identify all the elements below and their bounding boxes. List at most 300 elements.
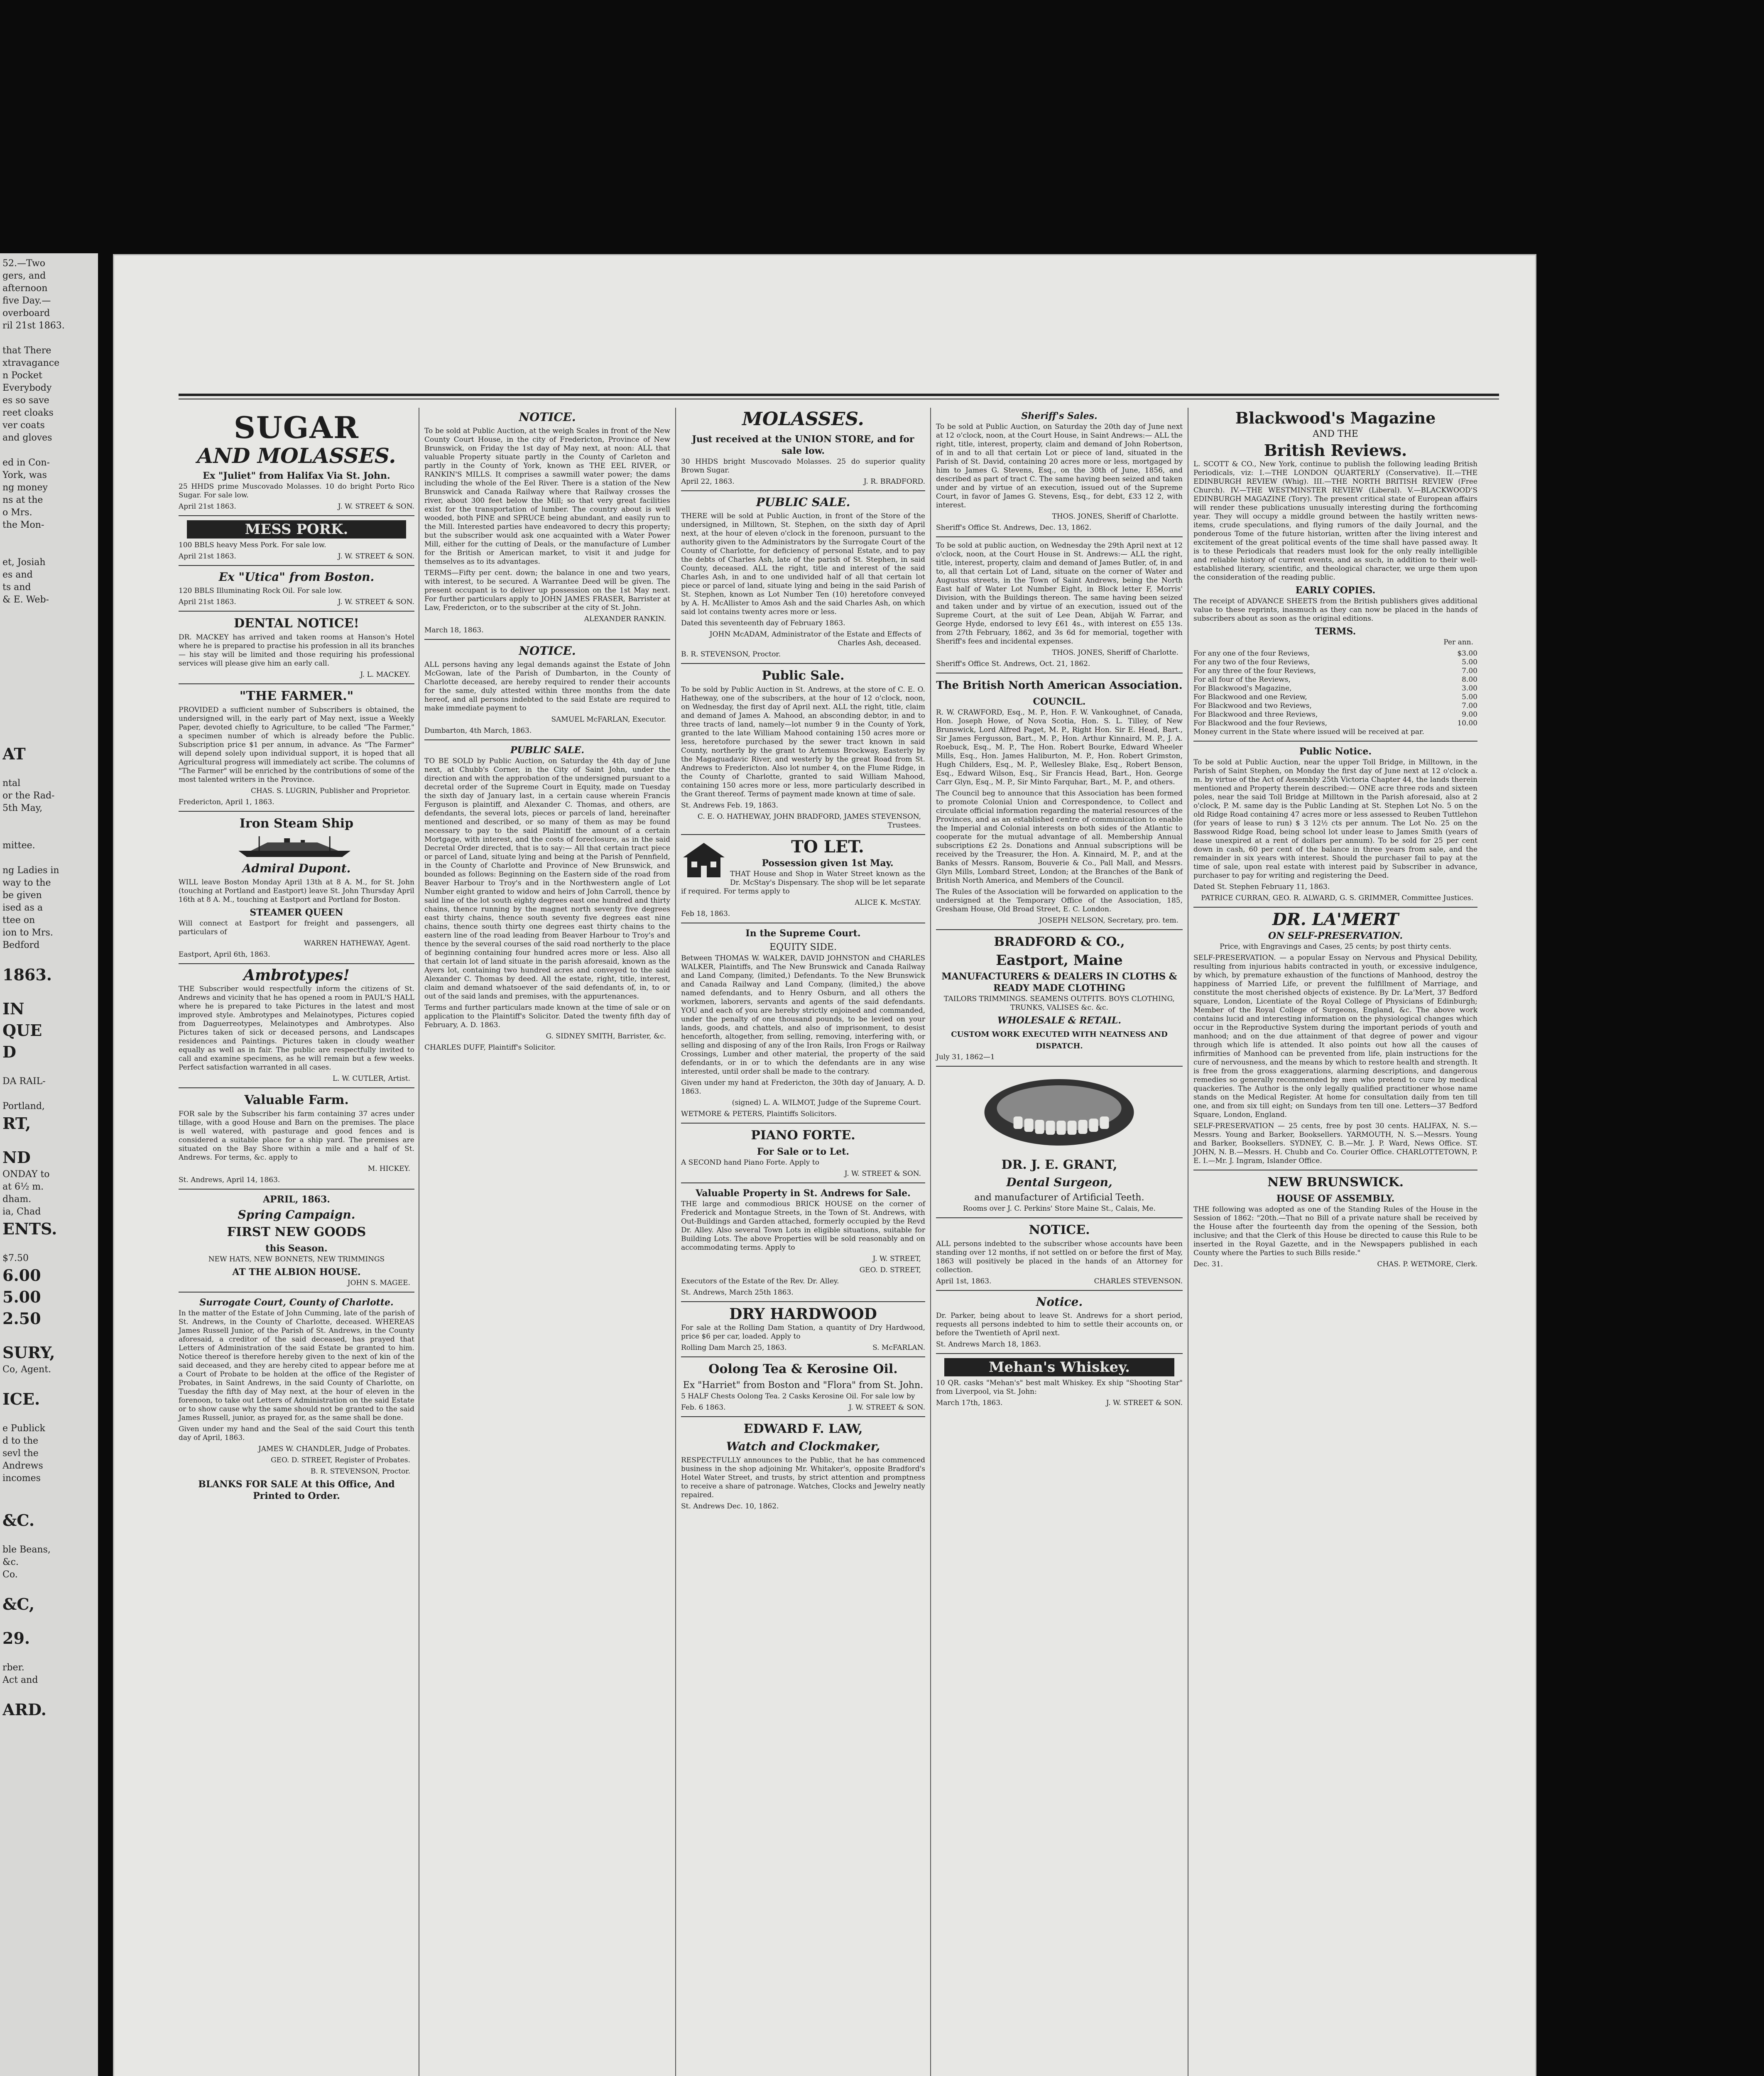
terms-price: 9.00	[1462, 710, 1477, 719]
surrogate-signature-judge: JAMES W. CHANDLER, Judge of Probates.	[258, 1445, 410, 1453]
terms-row	[1193, 676, 1477, 684]
sheriffs-sale2-date: Sheriff's Office St. Andrews, Oct. 21, 1862.	[936, 660, 1090, 668]
strip-line	[2, 718, 98, 731]
strip-line: &C.	[2, 1511, 35, 1530]
column-rule	[930, 408, 931, 2076]
strip-line	[2, 544, 98, 556]
grant-body: Rooms over J. C. Perkins' Store Maine St., Calais, Me.	[963, 1204, 1156, 1213]
strip-line: ia, Chad	[2, 1207, 41, 1217]
strip-line: Co, Agent.	[2, 1364, 51, 1375]
strip-line: ttee on	[2, 915, 35, 925]
sheriffs-sales-title: Sheriff's Sales.	[1021, 411, 1098, 421]
steamer-queen-date: Eastport, April 6th, 1863.	[179, 950, 270, 959]
dental-notice-signature: J. L. MACKEY.	[360, 671, 410, 679]
strip-line: incomes	[2, 1473, 41, 1484]
strip-line: 29.	[2, 1629, 30, 1648]
albion-signature: JOHN S. MAGEE.	[347, 1279, 410, 1287]
public-notice-title: Public Notice.	[1299, 746, 1372, 757]
pork-signature: J. W. STREET & SON.	[338, 552, 414, 561]
nb-date: Dec. 31.	[1193, 1260, 1223, 1268]
header-rule	[179, 394, 1499, 396]
strip-line	[2, 693, 98, 706]
strip-line: 5th May,	[2, 803, 43, 813]
strip-line: ARD.	[2, 1700, 47, 1719]
oolong-subtitle: Ex "Harriet" from Boston and "Flora" from St. John.	[683, 1380, 924, 1391]
whiskey-date: March 17th, 1863.	[936, 1399, 1003, 1407]
strip-line	[2, 531, 98, 544]
notice-body: ALL persons indebted to the subscriber whose accounts have been standing over 12 months, if not settled on or before the first of May, 1863 will positively be placed in the hands of an Attorney for collection.	[936, 1240, 1183, 1274]
strip-line: e Publick	[2, 1423, 45, 1434]
notice-title: NOTICE.	[1029, 1223, 1090, 1237]
molasses-signature: J. R. BRADFORD.	[863, 477, 925, 486]
surrogate-body: In the matter of the Estate of John Cumming, late of the parish of St. Andrews, in the County of Charlotte, deceased. WHEREAS James Russell Junior, of the Parish of St. Andrews, in the County aforesaid, a creditor of the said deceased, has prayed that Letters of Administration of the said Estate be granted to him. Notice thereof is therefore hereby given to the next of kin of the said deceased, and they are hereby cited to appear before me at a Court of Probate to be holden at the office of the Register of Probates, in Saint Andrews, in the said County of Charlotte, on Tuesday the fifth day of May next, at the hour of eleven in the forenoon, to take out Letters of Administration on the said Estate or to show cause why the same should not be granted to the said James Russell, junior, as prayed for, as the same shall be done.	[179, 1309, 414, 1422]
strip-line: mittee.	[2, 840, 35, 851]
strip-line: ONDAY to	[2, 1169, 50, 1180]
strip-line: afternoon	[2, 283, 48, 294]
first-new-goods: FIRST NEW GOODS	[227, 1225, 366, 1239]
bradford-title: BRADFORD & CO.,	[994, 935, 1125, 949]
terms-price: 8.00	[1462, 676, 1477, 684]
public-sale-title: PUBLIC SALE.	[756, 495, 850, 509]
strip-line: ND	[2, 1148, 31, 1167]
lamert-price: Price, with Engravings and Cases, 25 cents; by post thirty cents.	[1220, 943, 1451, 951]
albion-house: AT THE ALBION HOUSE.	[232, 1267, 361, 1278]
terms-item: For Blackwood and one Review,	[1193, 693, 1307, 701]
public-sale2-body: To be sold by Public Auction in St. Andrews, at the store of C. E. O. Hatheway, one of the subscribers, at the hour of 12 o'clock, noon, on Wednesday, the first day of April next. ALL the right, title, claim and demand of James A. Mahood, an absconding debtor, in and to three tracts of land, namely—lot number 9 in the County of York, granted to the late William Mahood containing 150 acres more or less, heretofore purchased by the sewer tract known in said County, northerly by the grant to Artemus Brockway, Easterly by the Magaguadavic River, and westerly by the great Road from St. Andrews to Fredericton. Also lot number 4, on the Flume Ridge, in the County of Charlotte, granted to said William Mahood, containing 150 acres more or less, more particularly described in the Grant thereof. Terms of payment made known at time of sale.	[681, 685, 925, 798]
strip-line: &C,	[2, 1595, 35, 1613]
grant-subtitle: Dental Surgeon,	[1006, 1175, 1112, 1189]
strip-line: Act and	[2, 1675, 38, 1685]
terms-row	[1193, 710, 1477, 719]
supreme-court-signature: (signed) L. A. WILMOT, Judge of the Supreme Court.	[732, 1099, 921, 1107]
public-sale-terms: Terms and further particulars made known at the time of sale or on application to the Plaintiff's Solicitor. Dated the twenty fifth day of February, A. D. 1863.	[424, 1004, 670, 1029]
notice-signature: CHARLES STEVENSON.	[1094, 1277, 1183, 1285]
bna-body: The Council beg to announce that this Association has been formed to promote Colonial Union and Correspondence, to Collect and circulate official information regarding the material resources of the Provinces, and as an established centre of communication to enable the Imperial and Colonial interests on both sides of the Atlantic to cooperate for the mutual advantage of all. Membership Annual subscriptions £2 2s. Donations and Annual subscriptions will be received by the Treasurer, the Hon. A. Kinnaird, M. P., and at the Banks of Messrs. Ransom, Bouverie & Co., Pall Mall, and Messrs. Glyn Mills, Lombard Street, London; at the Branches of the Bank of British North America, and Members of the Council.	[936, 789, 1183, 885]
utica-date: April 21st 1863.	[179, 598, 236, 606]
strip-line	[2, 1240, 98, 1252]
column-3	[678, 408, 929, 2076]
column-1	[175, 408, 418, 2076]
parker-notice-date: St. Andrews March 18, 1863.	[936, 1340, 1041, 1349]
strip-line	[2, 1581, 98, 1594]
strip-line: o Mrs.	[2, 507, 32, 518]
strip-line	[2, 1497, 98, 1510]
public-sale-proctor: B. R. STEVENSON, Proctor.	[681, 650, 781, 659]
dental-notice-body: DR. MACKEY has arrived and taken rooms at Hanson's Hotel where he is prepared to practise his profession in all its branches — his stay will be limited and those requiring his professional services will please give him an early call.	[179, 633, 414, 668]
strip-line	[2, 827, 98, 840]
strip-line	[2, 986, 98, 998]
nb-signature: CHAS. P. WETMORE, Clerk.	[1377, 1260, 1477, 1268]
strip-line	[2, 656, 98, 668]
terms-price: 10.00	[1457, 719, 1477, 727]
to-let-title: TO LET.	[791, 837, 864, 857]
strip-line	[2, 631, 98, 644]
early-copies-body: The receipt of ADVANCE SHEETS from the British publishers gives additional value to these reprints, inasmuch as they can now be placed in the hands of subscribers about as soon as the original editions.	[1193, 597, 1477, 623]
valuable-farm-date: St. Andrews, April 14, 1863.	[179, 1176, 280, 1184]
strip-line	[2, 332, 98, 345]
utica-body: 120 BBLS Illuminating Rock Oil. For sale low.	[179, 587, 342, 595]
pork-body: 100 BBLS heavy Mess Pork. For sale low.	[179, 541, 326, 549]
piano-signature: J. W. STREET & SON.	[844, 1170, 921, 1178]
strip-line: n Pocket	[2, 370, 42, 381]
parker-notice-title: Notice.	[1036, 1295, 1083, 1309]
custom-work: CUSTOM WORK EXECUTED WITH NEATNESS AND DISPATCH.	[951, 1030, 1168, 1050]
strip-line: gers, and	[2, 271, 46, 281]
nb-subtitle: HOUSE OF ASSEMBLY.	[1276, 1193, 1395, 1204]
public-notice-date: Dated St. Stephen February 11, 1863.	[1193, 883, 1330, 891]
sheriffs-sale2-body: To be sold at public auction, on Wednesday the 29th April next at 12 o'clock, noon, at the Court House in St. Andrews:— ALL the right, title, interest, property, claim and demand of James Butler, of, in and to, all that certain Lot of Land, situate on the corner of Water and Augustus streets, in the Town of Saint Andrews, being the North East half of Water Lot Number Eight, in Block letter F, Morris' Division, with the Buildings thereon. The same having been seized and taken under and by virtue of an execution, issued out of the Supreme Court, at the suit of Lee Dean, Abijah W. Farrar, and George Hyde, endorsed to levy £61 4s., with interest on £55 13s. from 27th February, 1862, and 3s 6d for memorial, together with Sheriff's fees and incidental expenses.	[936, 541, 1183, 646]
oolong-body: 5 HALF Chests Oolong Tea. 2 Casks Kerosine Oil. For sale low by	[681, 1392, 915, 1400]
strip-line: ised as a	[2, 903, 43, 913]
strip-line: ion to Mrs.	[2, 928, 53, 938]
utica-title: Ex "Utica" from Boston.	[218, 570, 375, 584]
bradford-date: July 31, 1862—1	[936, 1053, 995, 1061]
this-season: this Season.	[265, 1243, 328, 1254]
public-sale2-title: Public Sale.	[762, 668, 845, 683]
piano-subtitle: For Sale or to Let.	[757, 1146, 850, 1157]
april-title: APRIL, 1863.	[263, 1194, 330, 1205]
terms-item: For Blackwood and two Reviews,	[1193, 702, 1312, 710]
bna-association-title: The British North American Association.	[936, 679, 1183, 692]
oolong-date: Feb. 6 1863.	[681, 1403, 726, 1412]
strip-line: RT,	[2, 1114, 31, 1133]
valuable-property-executors: Executors of the Estate of the Rev. Dr. Alley.	[681, 1277, 839, 1285]
strip-line: overboard	[2, 308, 50, 318]
terms-item: For Blackwood's Magazine,	[1193, 684, 1292, 693]
notice2-title: NOTICE.	[519, 644, 576, 658]
new-hats: NEW HATS, NEW BONNETS, NEW TRIMMINGS	[208, 1255, 385, 1263]
blackwoods-title: Blackwood's Magazine	[1235, 409, 1436, 427]
strip-line: AT	[2, 744, 26, 763]
edward-law-date: St. Andrews Dec. 10, 1862.	[681, 1502, 779, 1510]
column-4	[933, 408, 1186, 2076]
whiskey-title: Mehan's Whiskey.	[944, 1358, 1174, 1376]
strip-line: and gloves	[2, 433, 52, 443]
column-2	[421, 408, 674, 2076]
edward-law-body: RESPECTFULLY announces to the Public, that he has commenced business in the shop adjoining Mr. Whitaker's, opposite Bradford's Hotel Water Street, and trusts, by strict attention and promptness to receive a share of patronage. Watches, Clocks and Jewelry neatly repaired.	[681, 1456, 925, 1499]
strip-line: SURY,	[2, 1343, 55, 1362]
blackwoods-and: AND THE	[1313, 429, 1358, 439]
terms-item: For all four of the Reviews,	[1193, 676, 1291, 684]
strip-line: at 6½ m.	[2, 1182, 44, 1192]
strip-line	[2, 1410, 98, 1422]
strip-line: ed in Con-	[2, 458, 50, 468]
terms-item: For Blackwood and the four Reviews,	[1193, 719, 1328, 727]
strip-line: rber.	[2, 1662, 24, 1673]
dry-hardwood-signature: S. McFARLAN.	[872, 1344, 925, 1352]
molasses-subtitle: Just received at the UNION STORE, and for sale low.	[692, 434, 914, 456]
public-notice-signature: PATRICE CURRAN, GEO. R. ALWARD, G. S. GRIMMER, Committee Justices.	[1201, 894, 1473, 902]
to-let-body: THAT House and Shop in Water Street known as the Dr. McStay's Dispensary. The shop will be let separate if required. For terms apply to	[681, 870, 925, 896]
valuable-property-body: THE large and commodious BRICK HOUSE on the corner of Frederick and Montague Streets, in the Town of St. Andrews, with Out-Buildings and Garden attached, formerly occupied by the Revd Dr. Alley. Also several Town Lots in eligible situations, suitable for Building Lots. The above Properties will be sold reasonably and on accommodating terms. Apply to	[681, 1200, 925, 1252]
sheriffs-sale-body: To be sold at Public Auction, on Saturday the 20th day of June next at 12 o'clock, noon, at the Court House, in Saint Andrews:— ALL the right, title, interest, property, claim and demand of John Robertson, of in and to all that certain Lot or piece of land, situated in the Parish of St. David, containing 20 acres more or less, mortgaged by him to James G. Stevens, Esq., on the 30th of June, 1856, and described as part of tract C. The same having been seized and taken under and by virtue of an execution, issued out of the Supreme Court, in favor of James G. Stevens, Esq., for debt, £33 12 2, with interest.	[936, 423, 1183, 509]
notice-title: NOTICE.	[519, 410, 576, 424]
surrogate-signature-register: GEO. D. STREET, Register of Probates.	[271, 1456, 410, 1464]
blackwoods-body: L. SCOTT & CO., New York, continue to publish the following leading British Periodicals, viz: I.—THE LONDON QUARTERLY (Conservative). II.—THE EDINBURGH REVIEW (Whig). III.—THE NORTH BRITISH REVIEW (Free Church). IV.—THE WESTMINSTER REVIEW (Liberal). V.—BLACKWOOD'S EDINBURGH MAGAZINE (Tory). The present critical state of European affairs will render these publications unusually interesting during the forthcoming year. They will occupy a middle ground between the hastily written news-items, crude speculations, and flying rumors of the daily Journal, and the ponderous Tome of the future historian, written after the living interest and excitement of the great political events of the time shall have passed away. It is to these Periodicals that readers must look for the only really intelligible and reliable history of current events, and as such, in addition to their well-established literary, scientific, and theological character, we urge them upon the consideration of the reading public.	[1193, 460, 1477, 582]
pork-date: April 21st 1863.	[179, 552, 236, 561]
notice2-body: ALL persons having any legal demands against the Estate of John McGowan, late of the Parish of Dumbarton, in the County of Charlotte deceased, are hereby required to render their accounts for the same, duly attested within three months from the date hereof, and all persons indebted to the said Estate are required to make immediate payment to	[424, 661, 670, 712]
public-sale-signature-solicitor: CHARLES DUFF, Plaintiff's Solicitor.	[424, 1043, 556, 1052]
strip-line: or the Rad-	[2, 791, 55, 801]
strip-line: ns at the	[2, 495, 43, 505]
whiskey-body: 10 QR. casks "Mehan's" best malt Whiskey. Ex ship "Shooting Star" from Liverpool, via St. John:	[936, 1379, 1183, 1396]
ambrotypes-title: Ambrotypes!	[243, 967, 350, 984]
strip-line: ntal	[2, 778, 21, 788]
sugar-subtitle: Ex "Juliet" from Halifax Via St. John.	[203, 470, 390, 481]
strip-line	[2, 606, 98, 619]
terms-money: Money current in the State where issued will be received at par.	[1193, 728, 1424, 736]
steamship-icon	[202, 834, 391, 859]
dry-hardwood-body: For sale at the Rolling Dam Station, a quantity of Dry Hardwood, price $6 per car, loaded. Apply to	[681, 1324, 925, 1341]
farmer-body: PROVIDED a sufficient number of Subscribers is obtained, the undersigned will, in the early part of May next, issue a Weekly Paper, devoted chiefly to Agriculture, to be called "The Farmer," a specimen number of which is already before the Public. Subscription price $1 per annum, in advance. As "The Farmer" will depend solely upon individual support, it is hoped that all Agricultural progress will immediately act scribe. The columns of "The Farmer" will be enriched by the contributions of some of the most talented writers in the Province.	[179, 706, 414, 784]
lamert-body: SELF-PRESERVATION. — a popular Essay on Nervous and Physical Debility, resulting from injurious habits contracted in youth, or excessive indulgence, by which, by premature exhaustion of the functions of Manhood, destroy the happiness of Married Life, or prevent the fulfillment of Marriage, and constitute the most cherished objects of existence. By Dr. La'Mert, 37 Bedford square, London, Licentiate of the Royal College of Physicians of Edinburgh; Member of the Royal College of Surgeons, England, &c. The above work contains lucid and interesting information on the physiological changes which occur in the Reproductive System during the important periods of youth and manhood; and on the due attainment of that degree of power and vigour through which life is attended. It also points out how all the causes of infirmities of Manhood can be prevented from life, plain instructions for the cure of nervousness, and the means by which to restore health and strength. It is free from the gross exaggerations, alarming descriptions, and dangerous remedies so generally recommended by men who pretend to cure by medical quackeries. The Author is the only legally qualified practitioner whose name stands on the Medical Register. At home for consultation daily from ten till one, and from six till eight; on Sundays from ten till one. Letters—37 Bedford Square, London, England.	[1193, 954, 1477, 1119]
strip-line: es so save	[2, 395, 49, 406]
terms-item: For Blackwood and three Reviews,	[1193, 710, 1318, 719]
strip-line	[2, 706, 98, 718]
strip-line: be given	[2, 890, 42, 901]
adjacent-page-strip	[0, 253, 98, 2076]
strip-line: 1863.	[2, 965, 52, 984]
strip-line: Portland,	[2, 1101, 45, 1111]
strip-line: that There	[2, 345, 51, 356]
grant-title: DR. J. E. GRANT,	[1001, 1158, 1117, 1172]
terms-row	[1193, 667, 1477, 676]
lamert-title: DR. LA'MERT	[1272, 910, 1399, 929]
strip-line: et, Josiah	[2, 557, 46, 568]
strip-line: five Day.—	[2, 296, 51, 306]
piano-body: A SECOND hand Piano Forte. Apply to	[681, 1158, 819, 1167]
terms-price: 7.00	[1462, 667, 1477, 675]
strip-line	[2, 1088, 98, 1100]
strip-line: ril 21st 1863.	[2, 321, 65, 331]
molasses-title: MOLASSES.	[742, 409, 864, 430]
edward-law-title: EDWARD F. LAW,	[743, 1422, 863, 1436]
dry-hardwood-date: Rolling Dam March 25, 1863.	[681, 1344, 787, 1352]
supreme-court-subtitle: EQUITY SIDE.	[769, 942, 837, 952]
strip-line: $7.50	[2, 1253, 29, 1263]
terms-row	[1193, 693, 1477, 702]
bna-council: COUNCIL.	[1033, 696, 1086, 707]
strip-line	[2, 952, 98, 964]
strip-line	[2, 1134, 98, 1147]
steamer-queen-body: Will connect at Eastport for freight and passengers, all particulars of	[179, 919, 414, 936]
supreme-court-given: Given under my hand at Fredericton, the 30th day of January, A. D. 1863.	[681, 1079, 925, 1096]
to-let-signature: ALICE K. McSTAY.	[855, 898, 921, 907]
early-copies-title: EARLY COPIES.	[1295, 585, 1376, 596]
strip-line: 2.50	[2, 1309, 41, 1328]
notice-date: March 18, 1863.	[424, 626, 484, 634]
dentures-icon	[960, 1071, 1158, 1154]
column-rule	[675, 408, 676, 2076]
public-sale-body: THERE will be sold at Public Auction, in front of the Store of the undersigned, in Milltown, St. Stephen, on the sixth day of April next, at the hour of eleven o'clock in the forenoon, pursuant to the authority given to the Administrators by the Surrogate Court of the County of Charlotte, for deficiency of personal Estate, and to pay the debts of Charles Ash, late of the parish of St. Stephen, in said County, deceased. ALL the right, title and interest of the said Charles Ash, in and to one undivided half of all that certain lot piece or parcel of land, situate lying and being in the said Parish of St. Stephen, known as Lot Number Ten (10) heretofore conveyed by A. H. McAllister to Amos Ash and the said Charles Ash, on which said lot contains twenty acres more or less.	[681, 512, 925, 616]
strip-line	[2, 1329, 98, 1342]
strip-line: 52.—Two	[2, 258, 45, 269]
strip-line: ICE.	[2, 1390, 40, 1408]
strip-line: York, was	[2, 470, 47, 480]
strip-line: D	[2, 1043, 16, 1061]
sugar-signature: J. W. STREET & SON.	[338, 502, 414, 511]
parker-notice-body: Dr. Parker, being about to leave St. Andrews for a short period, requests all persons indebted to him to settle their accounts on, or before the Twentieth of April next.	[936, 1312, 1183, 1337]
strip-line	[2, 1063, 98, 1075]
edward-law-subtitle: Watch and Clockmaker,	[726, 1439, 880, 1453]
bna-council-members: R. W. CRAWFORD, Esq., M. P., Hon. F. W. Vankoughnet, of Canada, Hon. Joseph Howe, of Nova Scotia, Hon. S. L. Tilley, of New Brunswick, Lord Alfred Paget, M. P., Right Hon. Sir E. Head, Bart., Sir James Fergusson, Bart., M. P., Hon. Arthur Kinnaird, M. P., J. A. Roebuck, Esq., M. P., The Hon. Robert Bourke, Edward Wheeler Mills, Esq., Hon. James Haliburton, M. P., Hon. Robert Grimston, Hugh Childers, Esq., M. P., Wellesley Blake, Esq., Robert Benson, Esq., Edward Wilson, Esq., Sir Francis Head, Bart., Hon. George Carr Glyn, Esq., M. P., Sir Minto Farquhar, Bart., M. P., and others.	[936, 708, 1183, 786]
strip-line: the Mon-	[2, 520, 44, 530]
strip-line: Everybody	[2, 383, 52, 393]
farmer-signature: CHAS. S. LUGRIN, Publisher and Proprietor.	[251, 787, 410, 795]
surrogate-signature-proctor: B. R. STEVENSON, Proctor.	[310, 1467, 410, 1476]
strip-line: way to the	[2, 878, 51, 888]
steamer-queen-signature: WARREN HATHEWAY, Agent.	[304, 939, 410, 947]
strip-line	[2, 1687, 98, 1699]
notice-body: To be sold at Public Auction, at the weigh Scales in front of the New County Court House, in the city of Fredericton, Province of New Brunswick, on Friday the 1st day of May next, at noon: ALL that valuable Property situate partly in the County of Carleton and partly in the County of York, known as THE EEL RIVER, or RANKIN'S MILLS. It comprises a sawmill water power; the dams including the whole of the Eel River. There is a station of the New Brunswick and Canada Railway where that Railway crosses the river, about 300 feet below the Mill; so that very great facilities exist for the transportation of lumber. The country about is well wooded, both PINE and SPRUCE being abundant, and easily run to the Mill. Interested parties have endeavored to decry this property; but the subscriber would ask one acquainted with a Water Power Mill, either for the cutting of Deals, or the manufacture of Lumber for the British or American market, to visit it and judge for themselves as to its advantages.	[424, 427, 670, 566]
strip-line	[2, 619, 98, 631]
admiral-dupont-body: WILL leave Boston Monday April 13th at 8 A. M., for St. John (touching at Portland and Eastport) leave St. John Thursday April 16th at 8 A. M., touching at Eastport and Portland for Boston.	[179, 878, 414, 904]
farmer-title: "THE FARMER."	[239, 689, 354, 703]
sugar-body: 25 HHDS prime Muscovado Molasses. 10 do bright Porto Rico Sugar. For sale low.	[179, 482, 414, 499]
valuable-property-signature-1: J. W. STREET,	[872, 1255, 921, 1263]
oolong-title: Oolong Tea & Kerosine Oil.	[708, 1362, 898, 1376]
steamship-title: Iron Steam Ship	[239, 816, 354, 831]
strip-line	[2, 444, 98, 457]
public-sale2-signature: C. E. O. HATHEWAY, JOHN BRADFORD, JAMES STEVENSON, Trustees.	[697, 813, 921, 830]
to-let-date: Feb 18, 1863.	[681, 910, 730, 918]
strip-line: es and	[2, 570, 33, 580]
surrogate-given: Given under my hand and the Seal of the said Court this tenth day of April, 1863.	[179, 1425, 414, 1442]
terms-item: For any one of the four Reviews,	[1193, 649, 1310, 658]
steamer-queen-title: STEAMER QUEEN	[250, 907, 343, 918]
molasses-title: AND MOLASSES.	[197, 443, 396, 468]
strip-line: ng Ladies in	[2, 865, 59, 876]
terms-price: 5.00	[1462, 693, 1477, 701]
terms-row	[1193, 702, 1477, 710]
strip-line: Andrews	[2, 1461, 43, 1471]
valuable-farm-signature: M. HICKEY.	[368, 1165, 410, 1173]
strip-line: DA RAIL-	[2, 1076, 46, 1087]
terms-item: For any two of the four Reviews,	[1193, 658, 1310, 666]
strip-line: 5.00	[2, 1288, 41, 1306]
terms-per-annum: Per ann.	[1443, 638, 1473, 646]
public-sale-title: PUBLIC SALE.	[510, 745, 585, 756]
strip-line: ble Beans,	[2, 1545, 51, 1555]
nb-body: THE following was adopted as one of the Standing Rules of the House in the Session of 1862: "20th.—That no Bill of a private nature shall be received by the House after the fourteenth day from the opening of the Session, both inclusive; and that the Clerk of this House be directed to cause this Rule to be inserted in the Royal Gazette, and in the Newspapers published in each County where the Parties to such Bills reside."	[1193, 1205, 1477, 1257]
terms-row	[1193, 684, 1477, 693]
strip-line: IN	[2, 999, 24, 1018]
strip-line	[2, 644, 98, 656]
public-notice-body: To be sold at Public Auction, near the upper Toll Bridge, in Milltown, in the Parish of Saint Stephen, on Monday the first day of June next at 12 o'clock a. m. by virtue of the Act of Assembly 25th Victoria Chapter 44, the lands therein mentioned and Property therein described:— ONE acre three rods and sixteen poles, near the said Toll Bridge at Milltown in the Parish aforesaid, also at 2 o'clock, P. M. same day is the Public Landing at St. Stephen Lot No. 5 on the old Ridge Road containing 47 acres more or less assessed to Reuben Tuttlehon (for years of lease to run) $ 3 12½ cts per annum. The Lot No. 25 on the Basswood Ridge Road, being school lot under lease to James Smith (years of lease unexpired at a rent of dollars per annum). To be sold for 25 per cent down in cash, 60 per cent of the balance in three years from sale, and the remainder in six years with interest. Should the purchaser fail to pay at the time of sale, upon real estate with interest paid by Subscriber in advance, purchaser to pay for writing and registering the Deed.	[1193, 758, 1477, 880]
strip-line: reet cloaks	[2, 408, 54, 418]
public-sale-signature-barrister: G. SIDNEY SMITH, Barrister, &c.	[546, 1032, 666, 1040]
bradford-place: Eastport, Maine	[996, 952, 1123, 969]
bradford-body: TAILORS TRIMMINGS. SEAMENS OUTFITS. BOYS CLOTHING, TRUNKS, VALISES &c. &c.	[944, 995, 1175, 1012]
strip-line	[2, 1376, 98, 1388]
strip-line: QUE	[2, 1021, 42, 1040]
bna-signature: JOSEPH NELSON, Secretary, pro. tem.	[1039, 916, 1178, 925]
nb-title: NEW BRUNSWICK.	[1267, 1175, 1404, 1190]
strip-line	[2, 668, 98, 681]
terms-price: 3.00	[1462, 684, 1477, 693]
terms-title: TERMS.	[1315, 626, 1356, 637]
strip-line: & E. Web-	[2, 595, 49, 605]
strip-line	[2, 1531, 98, 1544]
strip-line	[2, 765, 98, 777]
ambrotypes-body: THE Subscriber would respectfully inform the citizens of St. Andrews and vicinity that he has opened a room in PAUL'S HALL where he is prepared to take Pictures in the latest and most improved style. Ambrotypes and Melainotypes, Pictures copied from Daguerreotypes, Melainotypes and Ambrotypes. Also Pictures taken of sick or deceased persons, and Landscapes residences and Paintings. Pictures taken in cloudy weather equally as well as in fair. The public are respectfully invited to call and examine specimens, as he will remain but a few weeks. Perfect satisfaction warranted in all cases.	[179, 985, 414, 1072]
sugar-title: SUGAR	[234, 410, 359, 445]
valuable-farm-body: FOR sale by the Subscriber his farm containing 37 acres under tillage, with a good House and Barn on the premises. The place is well watered, with pasturage and good fences and is considered a suitable place for a ship yard. The premises are situated on the Bay Shore within a mile and a half of St. Andrews. For terms, &c. apply to	[179, 1110, 414, 1162]
strip-line: dham.	[2, 1194, 32, 1204]
terms-price: $3.00	[1457, 649, 1477, 658]
strip-line: ENTS.	[2, 1219, 57, 1238]
to-let-subtitle: Possession given 1st May.	[762, 858, 894, 869]
surrogate-title: Surrogate Court, County of Charlotte.	[199, 1297, 394, 1308]
molasses-body: 30 HHDS bright Muscovado Molasses. 25 do superior quality Brown Sugar.	[681, 458, 925, 475]
sheriffs-sale-signature: THOS. JONES, Sheriff of Charlotte.	[1052, 512, 1178, 521]
strip-line	[2, 1615, 98, 1628]
column-5	[1190, 408, 1481, 2076]
whiskey-signature: J. W. STREET & SON.	[1106, 1399, 1183, 1407]
terms-price: 5.00	[1462, 658, 1477, 666]
lamert-agents: SELF-PRESERVATION — 25 cents, free by post 30 cents. HALIFAX, N. S.—Messrs. Young and Barker, Booksellers. YARMOUTH, N. S.—Messrs. Young and Barker, Booksellers. SYDNEY, C. B.—Mr. J. P. Ward, News Office. ST. JOHN, N. B.—Messrs. H. Chubb and Co. Courier Office. CHARLOTTETOWN, P. E. I.—Mr. J. Ingram, Islander Office.	[1193, 1122, 1477, 1165]
oolong-signature: J. W. STREET & SON.	[848, 1403, 925, 1412]
notice2-date: Dumbarton, 4th March, 1863.	[424, 727, 532, 735]
strip-line: ts and	[2, 582, 31, 592]
supreme-court-title: In the Supreme Court.	[745, 928, 861, 939]
sugar-date: April 21st 1863.	[179, 502, 236, 511]
notice-terms: TERMS—Fifty per cent. down; the balance in one and two years, with interest, to be secured. A Warrantee Deed will be given. The present occupant is to deliver up possession on the 1st May next. For further particulars apply to JOHN JAMES FRASER, Barrister at Law, Fredericton, or to the subscriber at the city of St. John.	[424, 569, 670, 612]
strip-line: Bedford	[2, 940, 40, 950]
strip-line: Co.	[2, 1569, 18, 1580]
strip-line: sevl the	[2, 1448, 39, 1459]
bradford-subtitle: MANUFACTURERS & DEALERS IN CLOTHS & READY MADE CLOTHING	[941, 971, 1177, 994]
house-icon	[681, 841, 727, 878]
strip-line: ver coats	[2, 420, 45, 431]
supreme-court-solicitors: WETMORE & PETERS, Plaintiffs Solicitors.	[681, 1110, 837, 1118]
notice-signature: ALEXANDER RANKIN.	[584, 615, 666, 623]
terms-row	[1193, 658, 1477, 667]
farmer-date: Fredericton, April 1, 1863.	[179, 798, 274, 806]
blanks-for-sale: BLANKS FOR SALE At this Office, And Printed to Order.	[198, 1479, 395, 1501]
valuable-farm-title: Valuable Farm.	[244, 1093, 349, 1107]
terms-price: 7.00	[1462, 702, 1477, 710]
notice-date: April 1st, 1863.	[936, 1277, 992, 1285]
terms-row	[1193, 649, 1477, 658]
bna-rules: The Rules of the Association will be forwarded on application to the undersigned at the Temporary Office of the Association, 185, Gresham House, Old Broad Street, E. C. London.	[936, 888, 1183, 913]
strip-line: &c.	[2, 1557, 19, 1567]
public-sale-body: TO BE SOLD by Public Auction, on Saturday the 4th day of June next, at Chubb's Corner, in the City of Saint John, under the direction and with the approbation of the undersigned pursuant to a decretal order of the Supreme Court in Equity, made on Tuesday the sixth day of January last, in a certain cause wherein Francis Ferguson is plaintiff, and Alexander C. Thomas, and others, are defendants, the several lots, pieces or parcels of land, hereinafter mentioned and described, or so many of them as may be found necessary to pay to the said Plaintiff the amount of a certain Mortgage, with interest, and the costs of foreclosure, as in the said Decretal Order directed, that is to say:— All that certain tract piece or parcel of Land, situate lying and being at the Parish of Pennfield, in the County of Charlotte and Province of New Brunswick, and bounded as follows: Beginning on the Eastern side of the road from Beaver Harbour to Troy's and in the Northwestern angle of Lot Number eight granted to widow and heirs of John Carroll, thence by said line of the lot south eighty degrees east one hundred and thirty chains, thence running by the magnet north seventy five degrees east thirty chains, thence south seventy five degrees east nine chains, thence south thirty one degrees east thirty chains to the eastern line of the road leading from Beaver Harbour to Troy's and thence by the several courses of the said road northerly to the place of beginning containing four hundred acres more or less. Also all that certain lot of land situate in the parish aforesaid, known as the Ayers lot, containing two hundred acres and conveyed to the said Alexander C. Thomas by deed. All the estate, right, title, interest, claim and demand whatsoever of the said defendants of, in, to or out of the said lands and premises, with the appurtenances.	[424, 757, 670, 1001]
strip-line	[2, 731, 98, 743]
pork-title: MESS PORK.	[187, 520, 406, 539]
public-sale2-date: St. Andrews Feb. 19, 1863.	[681, 801, 778, 810]
dental-notice-title: DENTAL NOTICE!	[234, 616, 359, 631]
strip-line: 6.00	[2, 1266, 41, 1285]
strip-line	[2, 681, 98, 693]
strip-line	[2, 815, 98, 827]
wholesale-retail: WHOLESALE & RETAIL.	[997, 1015, 1121, 1026]
supreme-court-body: Between THOMAS W. WALKER, DAVID JOHNSTON and CHARLES WALKER, Plaintiffs, and The New Brunswick and Canada Railway and Land Company, (limited,) Defendants. To the New Brunswick and Canada Railway and Land Company, (limited,) the above named defendants, and to Henry Osburn, and all others the workmen, laborers, servants and agents of the said defendants. YOU and each of you are hereby strictly enjoined and commanded, under the penalty of one thousand pounds, to be levied on your lands, goods, and chattels, and also of imprisonment, to desist henceforth, altogether, from selling, removing, interfering with, or selling and disposing of any of the Iron Rails, Iron Frogs or Railway Crossings, Lumber and other material, the property of the said defendants, or in or to which the defendants are in any wise interested, until order shall be made to the contrary.	[681, 954, 925, 1076]
valuable-property-title: Valuable Property in St. Andrews for Sale.	[696, 1188, 911, 1199]
utica-signature: J. W. STREET & SON.	[338, 598, 414, 606]
notice2-signature: SAMUEL McFARLAN, Executor.	[551, 715, 666, 724]
molasses-date: April 22, 1863.	[681, 477, 735, 486]
piano-title: PIANO FORTE.	[751, 1128, 855, 1143]
terms-table	[1193, 649, 1477, 728]
public-sale-signature: JOHN McADAM, Administrator of the Estate and Effects of Charles Ash, deceased.	[709, 630, 921, 647]
sheriffs-sale2-signature: THOS. JONES, Sheriff of Charlotte.	[1052, 649, 1178, 657]
british-reviews-title: British Reviews.	[1264, 441, 1407, 460]
strip-line	[2, 1649, 98, 1662]
strip-line	[2, 1485, 98, 1497]
grant-manufacturer: and manufacturer of Artificial Teeth.	[974, 1192, 1144, 1203]
terms-row	[1193, 719, 1477, 728]
